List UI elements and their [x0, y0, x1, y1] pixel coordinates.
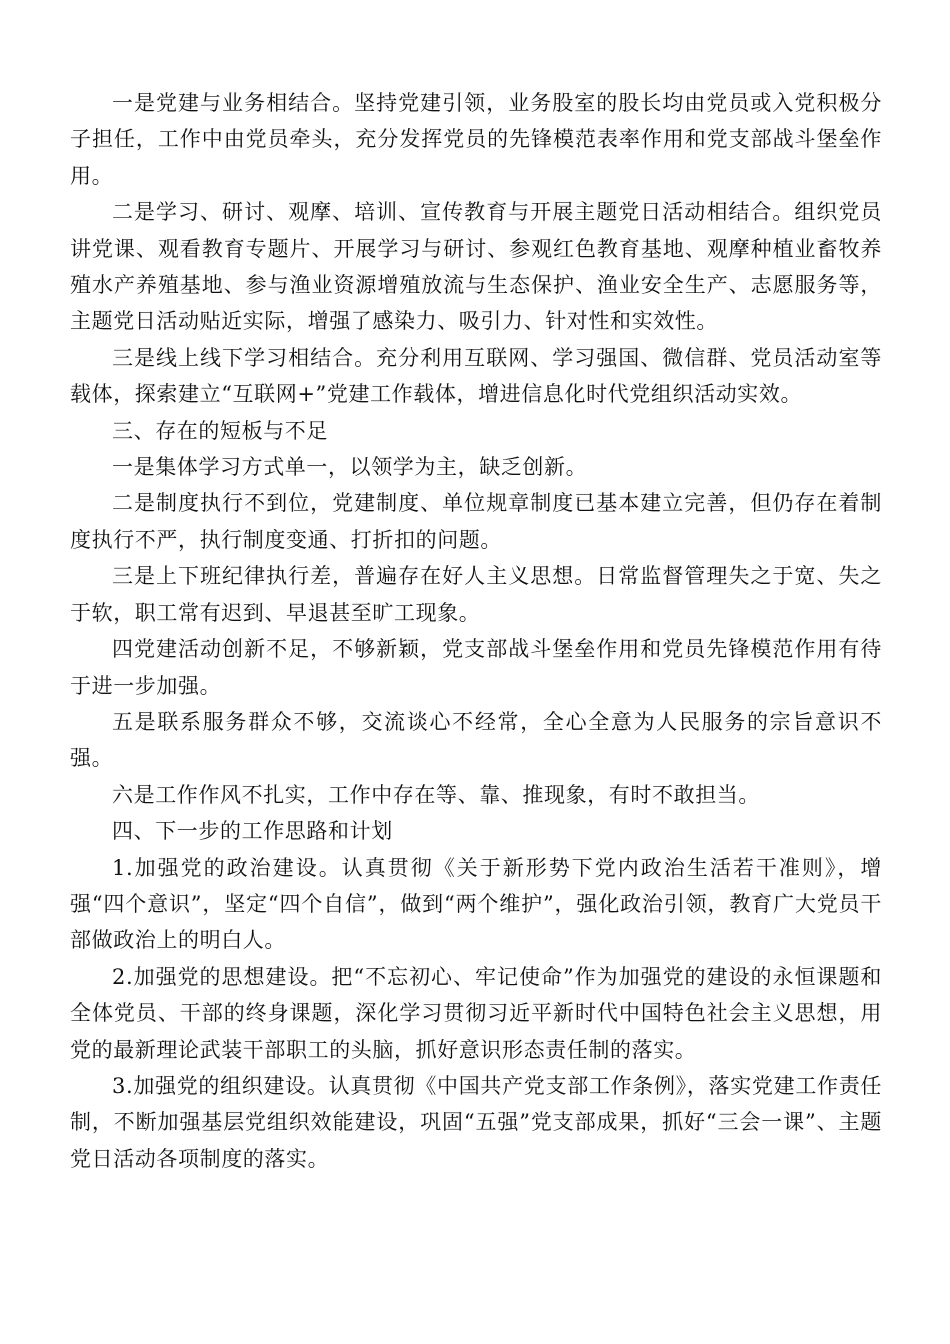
paragraph-online-offline: 三是线上线下学习相结合。充分利用互联网、学习强国、微信群、党员活动室等载体，探索建立“互联网+”党建工作载体，增进信息化时代党组织活动实效。 — [70, 345, 882, 407]
paragraph-party-building-business: 一是党建与业务相结合。坚持党建引领，业务股室的股长均由党员或入党积极分子担任，工作中由党员牵头，充分发挥党员的先锋模范表率作用和党支部战斗堡垒作用。 — [70, 91, 882, 188]
paragraph-plan-organizational: 3.加强党的组织建设。认真贯彻《中国共产党支部工作条例》，落实党建工作责任制，不断加强基层党组织效能建设，巩固“五强”党支部成果，抓好“三会一课”、主题党日活动各项制度的落实。 — [70, 1073, 882, 1171]
paragraph-shortcoming-6: 六是工作作风不扎实，工作中存在等、靠、推现象，有时不敢担当。 — [112, 782, 760, 807]
paragraph-study-activities: 二是学习、研讨、观摩、培训、宣传教育与开展主题党日活动相结合。组织党员讲党课、观看教育专题片、开展学习与研讨、参观红色教育基地、观摩种植业畜牧养殖水产养殖基地、参与渔业资源增殖放流与生态保护、渔业安全生产、志愿服务等，主题党日活动贴近实际，增强了感染力、吸引力、针对性和实效性。 — [70, 200, 882, 334]
section-heading-shortcomings: 三、存在的短板与不足 — [112, 418, 328, 443]
document-body — [70, 85, 882, 1177]
paragraph-shortcoming-3: 三是上下班纪律执行差，普遍存在好人主义思想。日常监督管理失之于宽、失之于软，职工常有迟到、早退甚至旷工现象。 — [70, 564, 882, 625]
paragraph-plan-ideological: 2.加强党的思想建设。把“不忘初心、牢记使命”作为加强党的建设的永恒课题和全体党员、干部的终身课题，深化学习贯彻习近平新时代中国特色社会主义思想，用党的最新理论武装干部职工的头脑，抓好意识形态责任制的落实。 — [70, 964, 882, 1062]
paragraph-shortcoming-1: 一是集体学习方式单一，以领学为主，缺乏创新。 — [112, 455, 588, 480]
paragraph-plan-political: 1.加强党的政治建设。认真贯彻《关于新形势下党内政治生活若干准则》，增强“四个意识”，坚定“四个自信”，做到“两个维护”，强化政治引领，教育广大党员干部做政治上的明白人。 — [70, 855, 882, 953]
paragraph-shortcoming-2: 二是制度执行不到位，党建制度、单位规章制度已基本建立完善，但仍存在着制度执行不严，执行制度变通、打折扣的问题。 — [70, 491, 882, 552]
paragraph-shortcoming-4: 四党建活动创新不足，不够新颖，党支部战斗堡垒作用和党员先锋模范作用有待于进一步加强。 — [70, 637, 882, 698]
paragraph-shortcoming-5: 五是联系服务群众不够，交流谈心不经常，全心全意为人民服务的宗旨意识不强。 — [70, 709, 882, 771]
section-heading-next-steps: 四、下一步的工作思路和计划 — [112, 819, 393, 844]
